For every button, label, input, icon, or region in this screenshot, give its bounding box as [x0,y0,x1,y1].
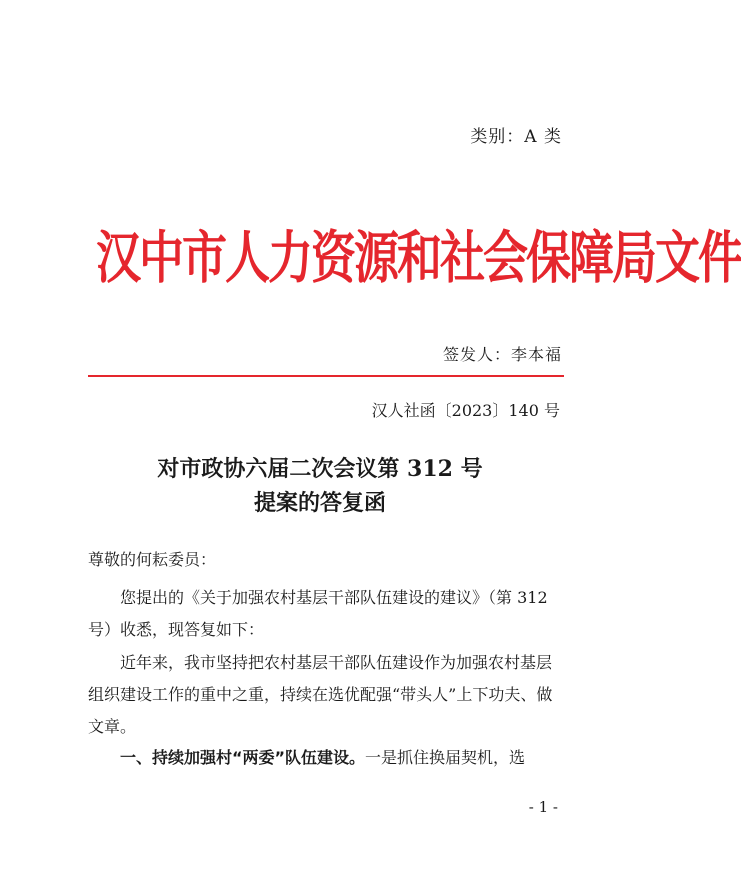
signer-line: 签发人：李本福 [442,345,562,364]
page-number: - 1 - [528,798,558,816]
paragraph-3 [88,742,564,774]
document-category: 类别：A 类 [470,127,562,147]
section-heading: 一、持续加强村“两委”队伍建设。 [120,748,366,767]
document-title [0,452,640,520]
title-line-2: 提案的答复函 [253,490,386,516]
issuer-heading: 汉中市人力资源和社会保障局文件 [96,224,741,291]
document-number: 汉人社函〔2023〕140 号 [371,401,560,420]
paragraph-1: 您提出的《关于加强农村基层干部队伍建设的建议》（第 312 号）收悉，现答复如下： [88,588,548,639]
title-line-1: 对市政协六届二次会议第 312 号 [157,456,483,482]
salutation: 尊敬的何耘委员： [88,550,217,569]
red-divider [88,375,564,377]
paragraph-3-text: 一是抓住换届契机，选 [365,748,526,767]
paragraph-2: 近年来，我市坚持把农村基层干部队伍建设作为加强农村基层组织建设工作的重中之重，持续在选优配强“带头人”上下功夫、做文章。 [88,653,553,736]
